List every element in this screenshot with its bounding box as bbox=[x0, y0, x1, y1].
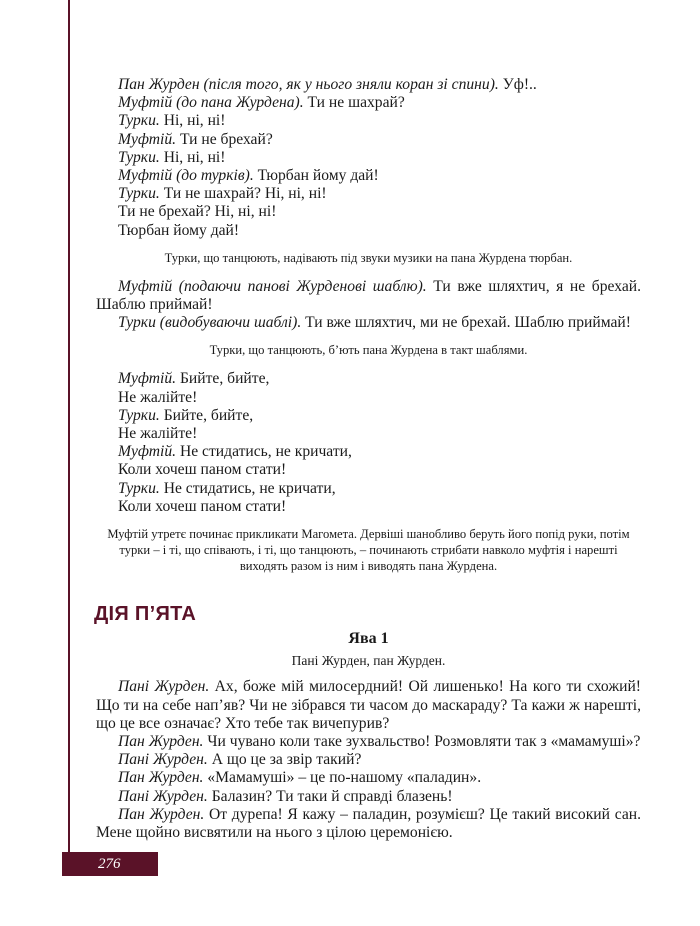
dialogue-line bbox=[118, 370, 641, 388]
line-text: А що це за звір такий? bbox=[207, 751, 362, 769]
line-text: Коли хочеш паном стати! bbox=[118, 497, 287, 515]
line-text: «Мамамуші» – це по-нашому «паладин». bbox=[203, 769, 482, 787]
dialogue-line bbox=[118, 222, 641, 240]
speaker-name: Турки (видобуваючи шаблі). bbox=[118, 314, 302, 332]
dialogue-line bbox=[118, 149, 641, 167]
dialogue-line bbox=[118, 389, 641, 407]
line-text: Бийте, бийте, bbox=[176, 370, 270, 388]
dialogue-line bbox=[118, 94, 641, 112]
speaker-name: Муфтій. bbox=[118, 443, 177, 461]
line-text: Ні, ні, ні! bbox=[159, 148, 226, 166]
dialogue-line bbox=[118, 131, 641, 149]
dialogue-paragraph bbox=[96, 769, 641, 787]
dialogue-line bbox=[118, 480, 641, 498]
dialogue-line bbox=[118, 203, 641, 221]
scene-cast: Пані Журден, пан Журден. bbox=[291, 653, 446, 669]
line-text: Ти вже шляхтич, я не брехай. Шаблю приймай! bbox=[96, 277, 641, 314]
line-text: Не жалійте! bbox=[118, 425, 198, 443]
speaker-name: Пані Журден. bbox=[118, 751, 208, 769]
line-text: Уф!.. bbox=[498, 76, 537, 93]
act-heading: ДІЯ П’ЯТА bbox=[94, 603, 197, 626]
speaker-name: Муфтій. bbox=[118, 130, 177, 148]
speaker-name: Пан Журден. bbox=[118, 805, 205, 823]
dialogue-paragraph bbox=[96, 733, 641, 751]
line-text: Тюрбан йому дай! bbox=[253, 167, 379, 185]
line-text: Чи чувано коли таке зухвальство! Розмовляти так з «мамамуші»? bbox=[203, 733, 641, 751]
dialogue-block-3 bbox=[96, 370, 641, 516]
dialogue-line bbox=[118, 76, 641, 94]
line-text: Балазин? Ти таки й справді блазень! bbox=[207, 787, 453, 805]
dialogue-line bbox=[118, 185, 641, 203]
dialogue-line bbox=[118, 167, 641, 185]
speaker-name: Турки. bbox=[118, 112, 160, 130]
speaker-name: Муфтій (до турків). bbox=[118, 167, 254, 185]
margin-rule bbox=[68, 0, 70, 862]
line-text: Не стидатись, не кричати, bbox=[159, 479, 336, 497]
dialogue-paragraph bbox=[96, 751, 641, 769]
speaker-name: Турки. bbox=[118, 148, 160, 166]
speaker-name: Турки. bbox=[118, 479, 160, 497]
page-number: 276 bbox=[62, 852, 158, 876]
speaker-name: Муфтій (подаючи панові Журденові шаблю). bbox=[118, 277, 427, 295]
line-text: Коли хочеш паном стати! bbox=[118, 461, 287, 479]
speaker-name: Пан Журден (після того, як у нього зняли коран зі спини). bbox=[118, 76, 499, 93]
speaker-name: Муфтій. bbox=[118, 370, 177, 388]
line-text: Ти вже шляхтич, ми не брехай. Шаблю приймай! bbox=[301, 314, 631, 332]
speaker-name: Пані Журден. bbox=[118, 787, 208, 805]
line-text: Не жалійте! bbox=[118, 388, 198, 406]
line-text: Тюрбан йому дай! bbox=[118, 221, 240, 239]
line-text: Бийте, бийте, bbox=[159, 406, 254, 424]
stage-direction: Муфтій утретє починає прикликати Магомета. Дервіші шанобливо беруть його попід руки, потім турки – і ті, що співають, і ті, що танцюють, – починають стрибати навколо муфтія і нарешті виходять разом із ним і виводять пана Журдена. bbox=[107, 527, 630, 574]
line-text: Ти не шахрай? bbox=[303, 94, 405, 112]
stage-direction: Турки, що танцюють, надівають під звуки музики на пана Журдена тюрбан. bbox=[164, 250, 573, 265]
line-text: Ти не брехай? Ні, ні, ні! bbox=[118, 203, 277, 221]
dialogue-block-4 bbox=[96, 678, 641, 842]
dialogue-block-1 bbox=[96, 76, 641, 240]
page-content bbox=[96, 76, 641, 842]
speaker-name: Пан Журден. bbox=[118, 769, 204, 787]
dialogue-block-2 bbox=[96, 278, 641, 333]
dialogue-line bbox=[118, 112, 641, 130]
line-text: От дурепа! Я кажу – паладин, розумієш? Це такий високий сан. Мене щойно висвятили на нього з цілою церемонією. bbox=[96, 805, 641, 842]
speaker-name: Пан Журден. bbox=[118, 733, 204, 751]
speaker-name: Муфтій (до пана Журдена). bbox=[118, 94, 304, 112]
line-text: Ти не брехай? bbox=[176, 130, 273, 148]
speaker-name: Турки. bbox=[118, 185, 160, 203]
dialogue-line bbox=[118, 461, 641, 479]
dialogue-paragraph bbox=[96, 788, 641, 806]
speaker-name: Турки. bbox=[118, 406, 160, 424]
line-text: Ні, ні, ні! bbox=[159, 112, 226, 130]
dialogue-line bbox=[118, 425, 641, 443]
stage-direction: Турки, що танцюють, б’ють пана Журдена в такт шаблями. bbox=[209, 343, 528, 358]
line-text: Ти не шахрай? Ні, ні, ні! bbox=[159, 185, 327, 203]
dialogue-paragraph bbox=[96, 806, 641, 842]
line-text: Не стидатись, не кричати, bbox=[176, 443, 352, 461]
dialogue-paragraph bbox=[96, 314, 641, 332]
speaker-name: Пані Журден. bbox=[118, 678, 210, 696]
dialogue-paragraph bbox=[96, 278, 641, 314]
dialogue-line bbox=[118, 498, 641, 516]
line-text: Ах, боже мій милосердний! Ой лишенько! На кого ти схожий! Що ти на себе нап’яв? Чи не зібрався ти часом до маскараду? Та кажи ж нарешті, що це все означає? Хто тебе так вичепурив? bbox=[96, 678, 641, 732]
scene-title: Ява 1 bbox=[348, 630, 389, 648]
dialogue-line bbox=[118, 407, 641, 425]
dialogue-paragraph bbox=[96, 678, 641, 733]
dialogue-line bbox=[118, 443, 641, 461]
